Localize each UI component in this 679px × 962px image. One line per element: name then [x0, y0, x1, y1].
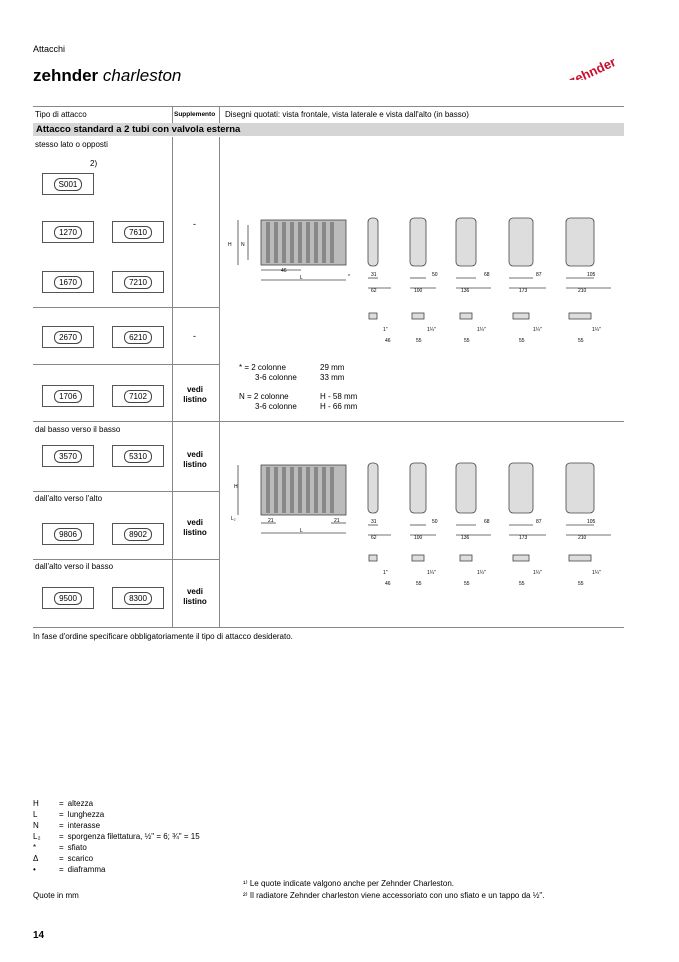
width-small: 105 — [587, 272, 596, 278]
dim-label: H — [234, 484, 238, 490]
plan-thread: 1¼" — [533, 570, 542, 576]
dim-label: L — [300, 275, 303, 281]
group-label: stesso lato o opposti — [35, 140, 108, 149]
connection-code: 7610 — [124, 226, 152, 239]
width-large: 136 — [461, 288, 470, 294]
quote-note: Quote in mm — [33, 891, 79, 900]
supplement-line: listino — [183, 460, 207, 469]
plan-thread: 1¼" — [477, 570, 486, 576]
row-rule — [33, 364, 219, 365]
section-title: Attacchi — [33, 44, 66, 54]
plan-thread: 1¼" — [427, 570, 436, 576]
connection-code: 7210 — [124, 276, 152, 289]
supplement-value — [172, 587, 218, 607]
legend-text: lunghezza — [67, 810, 105, 819]
width-large: 173 — [519, 288, 528, 294]
legend-row — [33, 864, 204, 875]
width-large: 210 — [578, 535, 587, 541]
width-small: 50 — [432, 272, 438, 278]
width-small: 68 — [484, 272, 490, 278]
plan-dim: 55 — [464, 338, 470, 344]
dim-label: N — [241, 242, 245, 248]
col-divider — [219, 106, 220, 123]
group-label: dall'alto verso l'alto — [35, 494, 103, 503]
legend-row — [33, 853, 204, 864]
legend-text: sfiato — [67, 843, 87, 852]
legend-row — [33, 798, 204, 809]
dim-note: H - 66 mm — [320, 402, 358, 411]
legend-symbol: * — [33, 843, 37, 852]
plan-dim: 55 — [416, 581, 422, 587]
supplement-value — [172, 518, 218, 538]
dim-label: * — [348, 274, 350, 280]
row-rule — [219, 421, 624, 422]
footnote-ref: 2) — [90, 159, 98, 168]
legend-symbol: N — [33, 821, 39, 830]
width-small: 87 — [536, 272, 542, 278]
width-large: 136 — [461, 535, 470, 541]
connection-code: 6210 — [124, 331, 152, 344]
col-header-supplemento: Supplemento — [174, 111, 216, 118]
legend-eq: = — [59, 821, 64, 830]
plan-dim: 55 — [519, 338, 525, 344]
legend-row — [33, 820, 204, 831]
plan-thread: 1" — [383, 327, 388, 333]
connection-code: 3570 — [54, 450, 82, 463]
dim-note: 29 mm — [320, 363, 345, 372]
supplement-line: listino — [183, 528, 207, 537]
footnote-1: ¹⁾ Le quote indicate valgono anche per Zehnder Charleston. — [243, 879, 454, 888]
width-large: 210 — [578, 288, 587, 294]
connection-code: 1670 — [54, 276, 82, 289]
legend-symbol: L₂ — [33, 832, 41, 841]
table-bottom-rule — [33, 627, 624, 628]
supplement-value — [172, 450, 218, 470]
legend-eq: = — [59, 810, 64, 819]
width-large: 100 — [414, 535, 423, 541]
supplement-line: vedi — [186, 385, 203, 394]
brand-name — [33, 66, 181, 86]
legend-text: altezza — [67, 799, 94, 808]
dim-label: L₂ — [231, 516, 236, 522]
supplement-line: vedi — [186, 518, 203, 527]
col-header-disegni: Disegni quotati: vista frontale, vista laterale e vista dall'alto (in basso) — [225, 110, 469, 119]
width-small: 87 — [536, 519, 542, 525]
width-small: 68 — [484, 519, 490, 525]
connection-code: 7102 — [124, 390, 152, 403]
width-small: 31 — [371, 272, 377, 278]
connection-code: 8902 — [124, 528, 152, 541]
row-rule — [33, 307, 219, 308]
legend-row — [33, 831, 204, 842]
plan-thread: 1¼" — [533, 327, 542, 333]
connection-code: 8300 — [124, 592, 152, 605]
legend-eq: = — [59, 832, 64, 841]
page-number: 14 — [33, 930, 45, 941]
legend-eq: = — [59, 799, 64, 808]
supplement-line: listino — [183, 395, 207, 404]
legend-text: sporgenza filettatura, ½" = 6; ¾" = 15 — [67, 832, 200, 841]
legend-symbol: • — [33, 865, 36, 874]
plan-dim: 46 — [385, 338, 391, 344]
supplement-line: vedi — [186, 587, 203, 596]
group-label: dall'alto verso il basso — [35, 562, 114, 571]
table-top-rule — [33, 106, 624, 107]
legend-text: diaframma — [67, 865, 106, 874]
table-title-bar — [33, 123, 624, 136]
plan-thread: 1¼" — [427, 327, 436, 333]
width-large: 62 — [371, 535, 377, 541]
dim-note: N = 2 colonne — [239, 392, 289, 401]
dim-label: L — [300, 528, 303, 534]
plan-thread: 1¼" — [592, 327, 601, 333]
plan-dim: 55 — [578, 581, 584, 587]
width-small: 31 — [371, 519, 377, 525]
plan-thread: 1" — [383, 570, 388, 576]
connection-code: S001 — [54, 178, 82, 191]
legend-text: scarico — [67, 854, 94, 863]
technical-drawing-top — [226, 210, 624, 350]
plan-dim: 55 — [464, 581, 470, 587]
order-note: In fase d'ordine specificare obbligatoriamente il tipo di attacco desiderato. — [33, 632, 293, 641]
plan-dim: 55 — [416, 338, 422, 344]
technical-drawing-bottom — [226, 455, 624, 595]
supplement-line: vedi — [186, 450, 203, 459]
legend-symbol: L — [33, 810, 38, 819]
brand-italic: charleston — [102, 66, 182, 85]
row-rule — [33, 559, 219, 560]
col-divider — [219, 137, 220, 627]
table-title: Attacco standard a 2 tubi con valvola esterna — [36, 124, 241, 135]
legend-eq: = — [59, 843, 64, 852]
col-divider — [172, 106, 173, 123]
plan-dim: 46 — [385, 581, 391, 587]
width-small: 105 — [587, 519, 596, 525]
connection-code: 2670 — [54, 331, 82, 344]
svg-text:zehnder: zehnder — [566, 54, 619, 80]
supplement-value — [172, 385, 218, 405]
dim-label: 21 — [268, 518, 274, 524]
group-label: dal basso verso il basso — [35, 425, 121, 434]
row-rule — [33, 421, 219, 422]
dim-note: 33 mm — [320, 373, 345, 382]
zehnder-logo — [563, 46, 619, 80]
plan-dim: 55 — [519, 581, 525, 587]
width-small: 50 — [432, 519, 438, 525]
connection-code: 9500 — [54, 592, 82, 605]
connection-code: 5310 — [124, 450, 152, 463]
legend-symbol: H — [33, 799, 39, 808]
dim-label: 21 — [334, 518, 340, 524]
dim-note: * = 2 colonne — [239, 363, 286, 372]
connection-code: 1270 — [54, 226, 82, 239]
connection-code: 1706 — [54, 390, 82, 403]
legend-eq: = — [59, 865, 64, 874]
dim-note: 3-6 colonne — [255, 402, 297, 411]
legend-row — [33, 842, 204, 853]
legend-eq: = — [59, 854, 64, 863]
connection-code: 9806 — [54, 528, 82, 541]
width-large: 173 — [519, 535, 528, 541]
legend-symbol: Δ — [33, 854, 39, 863]
supplement-line: listino — [183, 597, 207, 606]
width-large: 62 — [371, 288, 377, 294]
dim-label: 46 — [281, 268, 287, 274]
plan-thread: 1¼" — [592, 570, 601, 576]
col-divider — [172, 137, 173, 627]
legend — [33, 798, 204, 875]
dim-label: H — [228, 242, 232, 248]
legend-text: interasse — [67, 821, 101, 830]
supplement-value: - — [193, 331, 196, 341]
legend-row — [33, 809, 204, 820]
footnote-2: ²⁾ Il radiatore Zehnder charleston viene accessoriato con uno sfiato e un tappo da ½". — [243, 891, 545, 900]
supplement-value: - — [193, 219, 196, 229]
row-rule — [33, 491, 219, 492]
brand-bold: zehnder — [33, 66, 99, 85]
dim-note: 3-6 colonne — [255, 373, 297, 382]
plan-thread: 1¼" — [477, 327, 486, 333]
plan-dim: 55 — [578, 338, 584, 344]
col-header-tipo: Tipo di attacco — [35, 110, 87, 119]
width-large: 100 — [414, 288, 423, 294]
dim-note: H - 58 mm — [320, 392, 358, 401]
